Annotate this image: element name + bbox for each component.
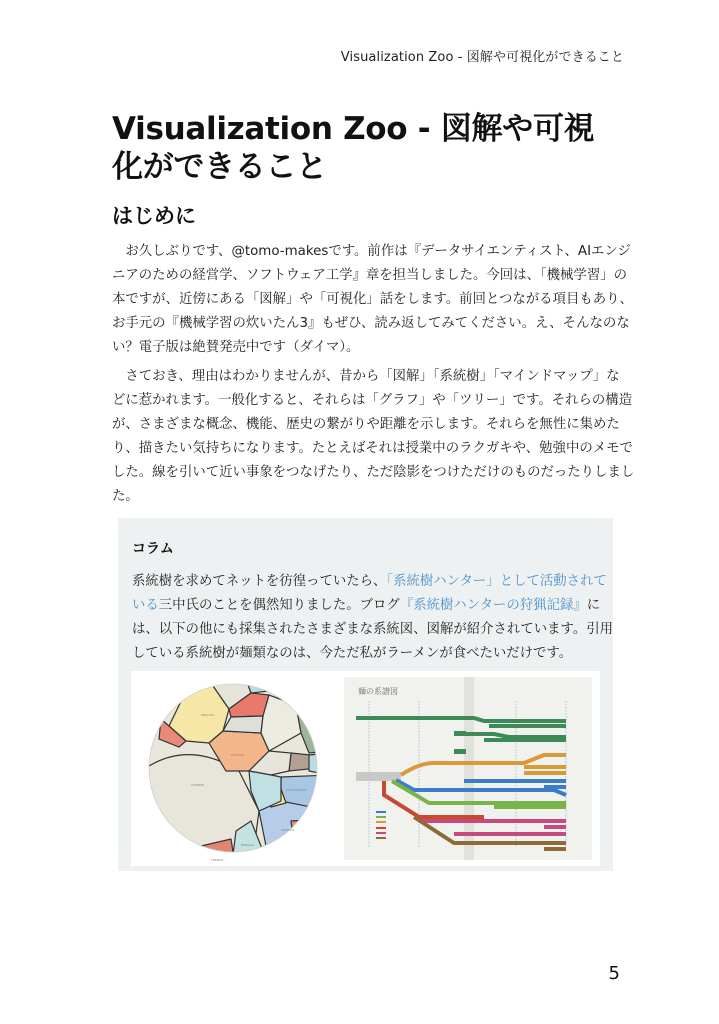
- column-text: に: [586, 598, 601, 613]
- paragraph-line: ニアのための経営学、ソフトウェア工学』章を担当しました。今回は、「機械学習」の: [112, 268, 627, 283]
- svg-text:FRENCH: FRENCH: [211, 858, 224, 862]
- paragraph-line: 本ですが、近傍にある「図解」や「可視化」話をします。前回とつながる項目もあり、: [112, 292, 633, 307]
- column-line-4: している系統樹が麺類なのは、今ただ私がラーメンが食べたいだけです。: [132, 646, 573, 661]
- page-title-line-1: Visualization Zoo - 図解や可視: [112, 111, 595, 147]
- svg-text:RUSSIAN: RUSSIAN: [231, 753, 245, 757]
- column-title: コラム: [132, 541, 174, 557]
- keitouju-hunter-link-cont[interactable]: いる: [132, 598, 159, 613]
- figures-panel: [131, 671, 600, 866]
- paragraph-line: した。線を引いて近い事象をつなげたり、ただ陰影をつけただけのものだったりしまし: [112, 465, 635, 480]
- languages-circle-figure: [131, 671, 336, 866]
- page-title: [112, 110, 632, 186]
- paragraph-line: さておき、理由はわかりませんが、昔から「図解」「系統樹」「マインドマップ」な: [125, 369, 620, 384]
- paragraph-line: り、描きたい気持ちになります。たとえばそれは授業中のラクガキや、勉強中のメモで: [112, 441, 633, 456]
- svg-text:CHINESE: CHINESE: [191, 783, 205, 787]
- svg-text:ENGLISH: ENGLISH: [201, 713, 215, 717]
- column-line-2: [132, 594, 602, 618]
- noodle-genealogy-figure: [344, 677, 592, 860]
- svg-text:BENGALI: BENGALI: [241, 843, 255, 847]
- column-line-3: は、以下の他にも採集されたさまざまな系統図、図解が紹介されています。引用: [132, 622, 613, 637]
- page-number: 5: [608, 963, 620, 984]
- intro-paragraph-2: [112, 365, 635, 509]
- paragraph-line: どに惹かれます。一般化すると、それらは「グラフ」や「ツリー」です。それらの構造: [112, 393, 633, 408]
- paragraph-line: た。: [112, 489, 139, 504]
- column-body: [132, 570, 613, 666]
- keitouju-hunter-link[interactable]: 「系統樹ハンター」として活動されて: [386, 574, 607, 589]
- paragraph-line: い？電子版は絶賛発売中です（ダイマ）。: [112, 340, 360, 355]
- paragraph-line: が、さまざまな概念、機能、歴史の繋がりや距離を示します。それらを無性に集めた: [112, 417, 620, 432]
- section-title: はじめに: [112, 204, 196, 228]
- running-header: Visualization Zoo - 図解や可視化ができること: [340, 50, 624, 65]
- svg-text:PORTUGUESE: PORTUGUESE: [286, 788, 307, 792]
- paragraph-line: お久しぶりです、@tomo-makesです。前作は『データサイエンティスト、AIエンジ: [125, 244, 631, 259]
- column-line-1: [132, 570, 607, 594]
- column-box: [118, 518, 613, 871]
- column-text: 系統樹を求めてネットを彷徨っていたら、: [132, 574, 387, 589]
- blog-link[interactable]: 『系統樹ハンターの狩猟記録』: [399, 598, 587, 613]
- page-title-line-2: 化ができること: [112, 149, 327, 185]
- intro-paragraph-1: [112, 240, 633, 360]
- svg-text:麺の系譜図: 麺の系譜図: [358, 687, 398, 696]
- column-text: 三中氏のことを偶然知りました。ブログ: [158, 598, 400, 613]
- paragraph-line: お手元の『機械学習の炊いたん3』もぜひ、読み返してみてください。え、そんなのな: [112, 316, 630, 331]
- svg-text:SPANISH: SPANISH: [281, 828, 294, 832]
